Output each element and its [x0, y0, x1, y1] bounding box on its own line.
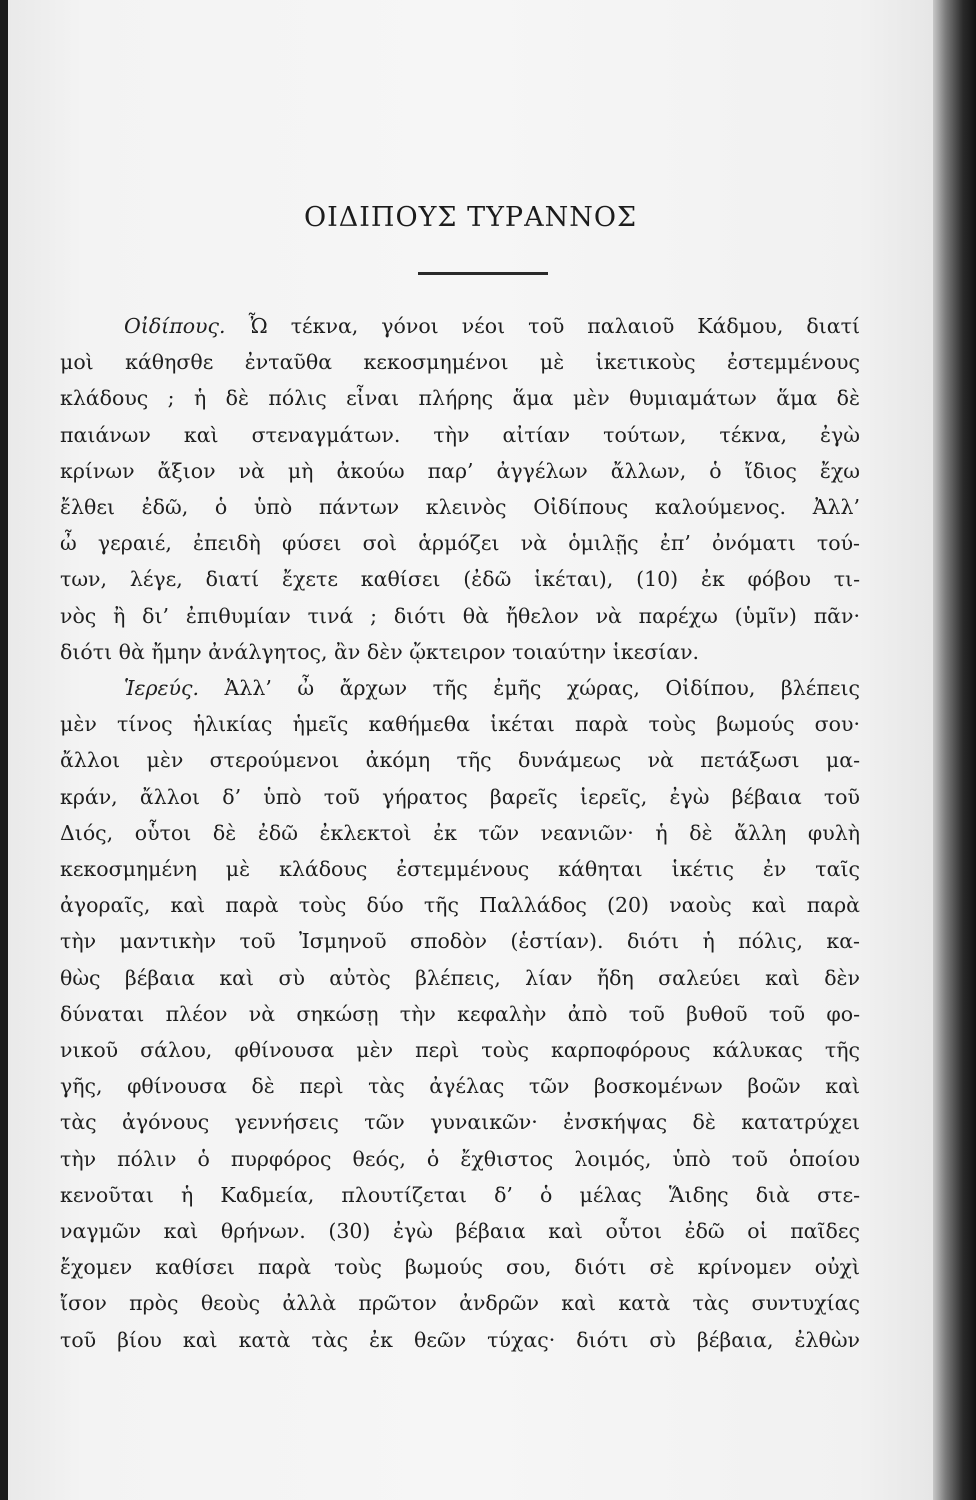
book-edge: [933, 0, 976, 1500]
line-text: τὰς ἀγόνους γεννήσεις τῶν γυναικῶν· ἐνσκήψας δὲ κατατρύχει: [60, 1110, 860, 1135]
line-text: παιάνων καὶ στεναγμάτων. τὴν αἰτίαν τούτων, τέκνα, ἐγὼ: [60, 422, 860, 447]
line-text: διότι θὰ ἤμην ἀνάλγητος, ἂν δὲν ᾤκτειρον τοιαύτην ἱκεσίαν.: [60, 639, 700, 664]
book-page: [8, 0, 933, 1500]
speaker-name: Οἰδίπους.: [124, 314, 226, 338]
text-line: [60, 1177, 860, 1213]
text-line: [60, 742, 860, 778]
text-line: [60, 706, 860, 742]
line-text: ἔχομεν καθίσει παρὰ τοὺς βωμούς σου, διότι σὲ κρίνομεν οὐχὶ: [60, 1255, 860, 1280]
line-text: ἴσον πρὸς θεοὺς ἀλλὰ πρῶτον ἀνδρῶν καὶ κατὰ τὰς συντυχίας: [60, 1291, 860, 1316]
text-line: [60, 851, 860, 887]
line-text: δύναται πλέον νὰ σηκώσῃ τὴν κεφαλὴν ἀπὸ τοῦ βυθοῦ τοῦ φο-: [60, 1001, 860, 1026]
text-line: [60, 996, 860, 1032]
text-line: [60, 1249, 860, 1285]
text-line: [60, 887, 860, 923]
line-text: Διός, οὗτοι δὲ ἐδῶ ἐκλεκτοὶ ἐκ τῶν νεανιῶν· ἡ δὲ ἄλλη φυλὴ: [60, 820, 860, 845]
line-text: κεκοσμημένη μὲ κλάδους ἐστεμμένους κάθηται ἱκέτις ἐν ταῖς: [60, 857, 860, 882]
line-text: κλάδους ; ἡ δὲ πόλις εἶναι πλήρης ἅμα μὲν θυμιαμάτων ἅμα δὲ: [60, 386, 860, 411]
line-text: ἀγοραῖς, καὶ παρὰ τοὺς δύο τῆς Παλλάδος (20) ναοὺς καὶ παρὰ: [60, 893, 860, 918]
line-text: μοὶ κάθησθε ἐνταῦθα κεκοσμημένοι μὲ ἱκετικοὺς ἐστεμμένους: [60, 350, 860, 375]
line-text: κράν, ἄλλοι δ’ ὑπὸ τοῦ γήρατος βαρεῖς ἱερεῖς, ἐγὼ βέβαια τοῦ: [60, 784, 860, 809]
text-line: [60, 670, 860, 706]
line-text: κενοῦται ἡ Καδμεία, πλουτίζεται δ’ ὁ μέλας Ἅιδης διὰ στε-: [60, 1182, 860, 1207]
line-text: γῆς, φθίνουσα δὲ περὶ τὰς ἀγέλας τῶν βοσκομένων βοῶν καὶ: [60, 1074, 860, 1099]
speaker-name: Ἱερεύς.: [124, 676, 200, 701]
line-text: τὴν μαντικὴν τοῦ Ἰσμηνοῦ σποδὸν (ἑστίαν). διότι ἡ πόλις, κα-: [60, 929, 860, 954]
line-text: κρίνων ἄξιον νὰ μὴ ἀκούω παρ’ ἀγγέλων ἄλλων, ὁ ἴδιος ἔχω: [60, 458, 860, 483]
text-line: [60, 779, 860, 815]
text-line: [60, 380, 860, 416]
text-line: [60, 815, 860, 851]
line-text: τὴν πόλιν ὁ πυρφόρος θεός, ὁ ἔχθιστος λοιμός, ὑπὸ τοῦ ὁποίου: [60, 1146, 860, 1171]
text-line: [60, 960, 860, 996]
line-text: Ὦ τέκνα, γόνοι νέοι τοῦ παλαιοῦ Κάδμου, διατί: [248, 314, 860, 338]
text-line: [60, 1104, 860, 1140]
text-line: [60, 308, 860, 344]
line-text: ναγμῶν καὶ θρήνων. (30) ἐγὼ βέβαια καὶ οὗτοι ἐδῶ οἱ παῖδες: [60, 1219, 860, 1244]
body-text: [60, 308, 860, 1358]
text-line: [60, 634, 860, 670]
line-text: Ἀλλ’ ὦ ἄρχων τῆς ἐμῆς χώρας, Οἰδίπου, βλέπεις: [224, 676, 860, 701]
line-text: ὦ γεραιέ, ἐπειδὴ φύσει σοὶ ἁρμόζει νὰ ὁμιλῇς ἐπ’ ὀνόματι τού-: [60, 531, 860, 556]
title-rule: [418, 272, 548, 275]
text-line: [60, 1068, 860, 1104]
line-text: των, λέγε, διατί ἔχετε καθίσει (ἐδῶ ἱκέται), (10) ἐκ φόβου τι-: [60, 567, 860, 592]
text-line: [60, 489, 860, 525]
line-text: νὸς ἢ δι’ ἐπιθυμίαν τινά ; διότι θὰ ἤθελον νὰ παρέχω (ὑμῖν) πᾶν·: [60, 603, 860, 628]
text-line: [60, 1141, 860, 1177]
text-line: [60, 525, 860, 561]
text-line: [60, 561, 860, 597]
page-title: ΟΙΔΙΠΟΥΣ ΤΥΡΑΝΝΟΣ: [303, 202, 638, 233]
line-text: τοῦ βίου καὶ κατὰ τὰς ἐκ θεῶν τύχας· διότι σὺ βέβαια, ἐλθὼν: [60, 1327, 860, 1352]
text-line: [60, 923, 860, 959]
text-line: [60, 417, 860, 453]
line-text: θὼς βέβαια καὶ σὺ αὐτὸς βλέπεις, λίαν ἤδη σαλεύει καὶ δὲν: [60, 965, 860, 990]
text-line: [60, 1285, 860, 1321]
text-line: [60, 453, 860, 489]
line-text: μὲν τίνος ἡλικίας ἡμεῖς καθήμεθα ἱκέται παρὰ τοὺς βωμούς σου·: [60, 712, 860, 737]
text-line: [60, 598, 860, 634]
line-text: ἔλθει ἐδῶ, ὁ ὑπὸ πάντων κλεινὸς Οἰδίπους καλούμενος. Ἀλλ’: [60, 495, 860, 520]
text-line: [60, 1322, 860, 1358]
text-line: [60, 344, 860, 380]
text-line: [60, 1213, 860, 1249]
line-text: νικοῦ σάλου, φθίνουσα μὲν περὶ τοὺς καρποφόρους κάλυκας τῆς: [60, 1038, 860, 1063]
text-line: [60, 1032, 860, 1068]
line-text: ἄλλοι μὲν στερούμενοι ἀκόμη τῆς δυνάμεως νὰ πετάξωσι μα-: [60, 748, 860, 773]
